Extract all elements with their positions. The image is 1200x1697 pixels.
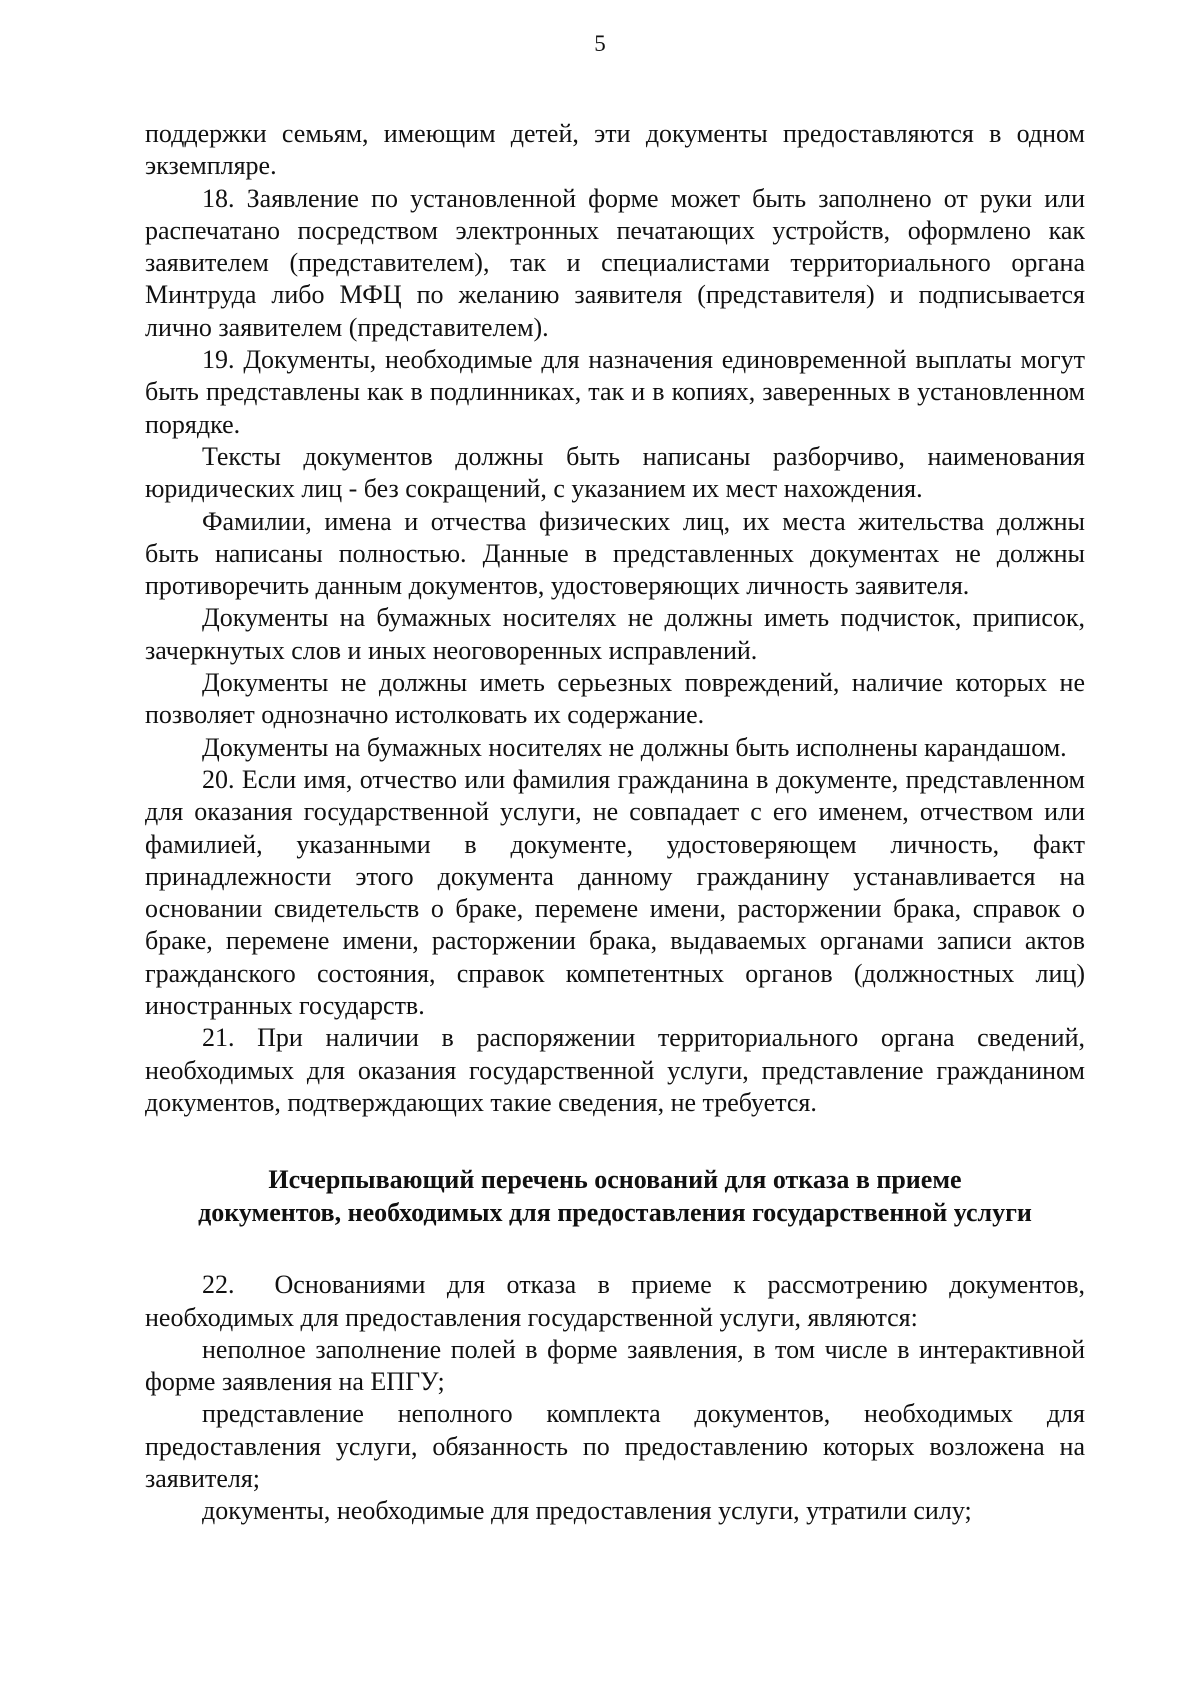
section-heading bbox=[145, 1163, 1085, 1229]
item-22-number: 22. bbox=[202, 1270, 235, 1300]
list-item-incomplete-documents: представление неполного комплекта документов, необходимых для предоставления услуги, обязанность по предоставлению которых возложена на заявителя; bbox=[145, 1399, 1085, 1493]
paragraph-item-22 bbox=[145, 1269, 1085, 1334]
paragraph-item-21: 21. При наличии в распоряжении территориального органа сведений, необходимых для оказания государственной услуги, представление гражданином документов, подтверждающих такие сведения, не требуется. bbox=[145, 1023, 1085, 1117]
paragraph-text-legibility: Тексты документов должны быть написаны разборчиво, наименования юридических лиц - без сокращений, с указанием их мест нахождения. bbox=[145, 441, 1085, 504]
paragraph-item-19: 19. Документы, необходимые для назначения единовременной выплаты могут быть представлены как в подлинниках, так и в копиях, заверенных в установленном порядке. bbox=[145, 345, 1085, 439]
list-item-expired-documents: документы, необходимые для предоставления услуги, утратили силу; bbox=[202, 1496, 972, 1526]
paragraph-continuation: поддержки семьям, имеющим детей, эти документы предоставляются в одном экземпляре. bbox=[145, 119, 1085, 181]
document-body bbox=[145, 118, 1085, 1528]
section-heading-line-2: документов, необходимых для предоставления государственной услуги bbox=[198, 1198, 1032, 1228]
page-number: 5 bbox=[594, 31, 606, 56]
section-heading-line-1: Исчерпывающий перечень оснований для отказа в приеме bbox=[268, 1165, 962, 1195]
list-item-incomplete-form: неполное заполнение полей в форме заявления, в том числе в интерактивной форме заявления на ЕПГУ; bbox=[145, 1334, 1085, 1397]
paragraph-no-damage: Документы не должны иметь серьезных повреждений, наличие которых не позволяет однозначно истолковать их содержание. bbox=[145, 668, 1085, 730]
paragraph-item-18: 18. Заявление по установленной форме может быть заполнено от руки или распечатано посредством электронных печатающих устройств, оформлено как заявителем (представителем), так и специалистами территориального органа Минтруда либо МФЦ по желанию заявителя (представителя) и подписывается лично заявителем (представителем). bbox=[145, 183, 1085, 342]
paragraph-names-full: Фамилии, имена и отчества физических лиц, их места жительства должны быть написаны полностью. Данные в представленных документах не должны противоречить данным документов, удостоверяющих личность заявителя. bbox=[145, 506, 1085, 601]
paragraph-no-pencil: Документы на бумажных носителях не должны быть исполнены карандашом. bbox=[202, 732, 1067, 762]
paragraph-item-20: 20. Если имя, отчество или фамилия гражданина в документе, представленном для оказания государственной услуги, не совпадает с его именем, отчеством или фамилией, указанными в документе, удостоверяющем личность, факт принадлежности этого документа данному гражданину устанавливается на основании свидетельств о браке, перемене имени, расторжении брака, справок о браке, перемене имени, расторжении брака, выдаваемых органами записи актов гражданского состояния, справок компетентных органов (должностных лиц) иностранных государств. bbox=[145, 764, 1085, 1021]
item-22-text: Основаниями для отказа в приеме к рассмотрению документов, необходимых для предоставления государственной услуги, являются: bbox=[145, 1270, 1085, 1332]
paragraph-no-erasures: Документы на бумажных носителях не должны иметь подчисток, приписок, зачеркнутых слов и иных неоговоренных исправлений. bbox=[145, 603, 1085, 665]
